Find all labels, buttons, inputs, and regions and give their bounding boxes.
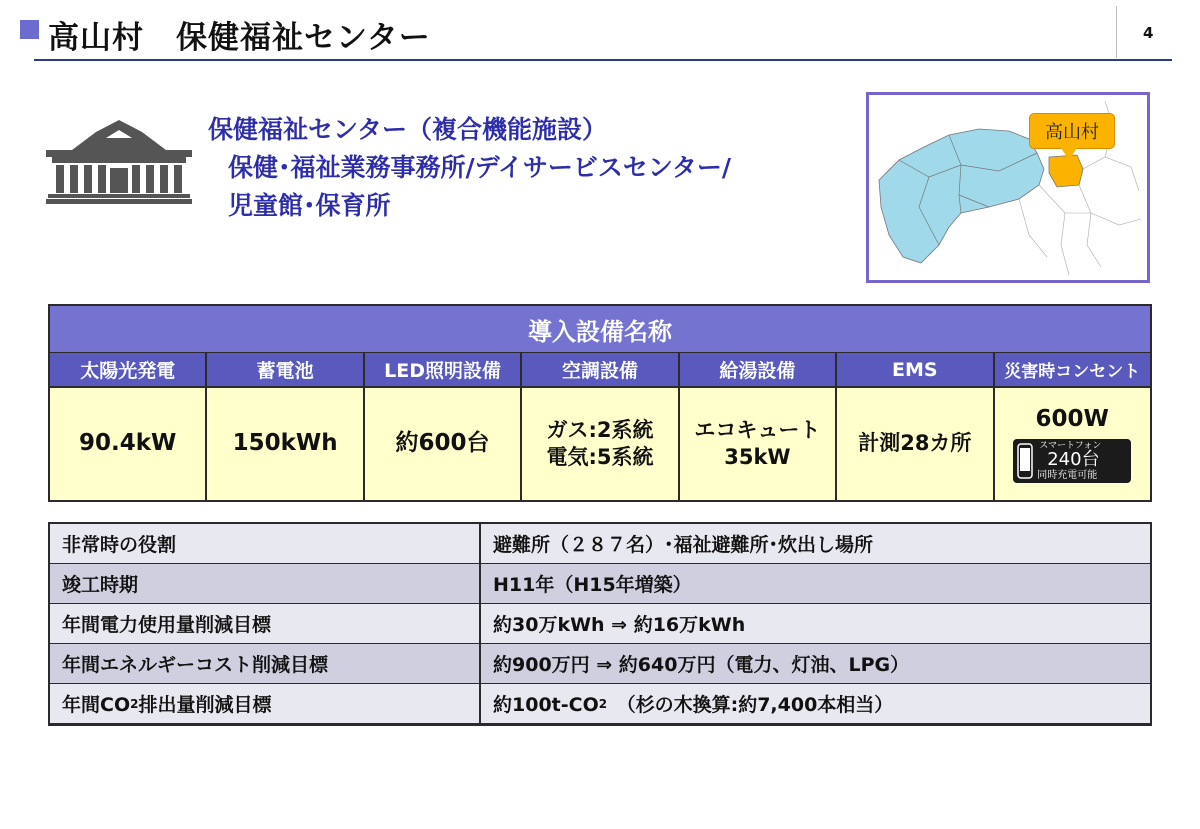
facility-heading: 保健福祉センター（複合機能施設） (208, 115, 608, 144)
co2-value-suffix: （杉の木換算:約7,400本相当） (607, 694, 894, 716)
building-icon (46, 120, 192, 204)
facility-functions-1: 保健･福祉業務事務所/デイサービスセンター/ (228, 153, 732, 182)
info-row-co2-target (50, 684, 1150, 723)
solar-value: 90.4kW (79, 430, 177, 457)
header-emergency-outlet: 災害時コンセント (995, 353, 1150, 386)
simultaneous-charging-label: 同時充電可能 (1037, 469, 1098, 481)
smartphone-label: スマートフォン (1039, 440, 1102, 451)
title-underline (34, 59, 1172, 61)
co2-label-prefix: 年間CO (62, 694, 131, 716)
co2-value-prefix: 約100t-CO (493, 694, 599, 716)
co2-value-subscript: 2 (598, 696, 608, 711)
info-value: 避難所（２８７名）･福祉避難所･炊出し場所 (481, 524, 1150, 563)
header-battery: 蓄電池 (207, 353, 362, 386)
title-bullet (20, 20, 39, 39)
co2-label-suffix: 排出量削減目標 (138, 694, 272, 716)
info-row-emergency-role (50, 524, 1150, 563)
water-heater-type: エコキュート (694, 417, 821, 442)
value-led (365, 388, 520, 500)
info-row-cost-target (50, 644, 1150, 683)
water-heater-capacity: 35kW (724, 445, 791, 469)
info-row-power-target (50, 604, 1150, 643)
hvac-gas: ガス:2系統 (546, 417, 654, 442)
battery-value: 150kWh (232, 430, 338, 457)
value-ems (837, 388, 992, 500)
header-ems: EMS (837, 353, 992, 386)
co2-label-subscript: 2 (130, 696, 139, 711)
page-number-divider (1116, 6, 1117, 58)
location-map (866, 92, 1150, 283)
page-number: 4 (1143, 24, 1154, 42)
info-label: 竣工時期 (50, 564, 479, 603)
equipment-table (48, 304, 1152, 502)
info-value (481, 684, 1150, 723)
facility-functions-2: 児童館･保育所 (228, 191, 391, 220)
info-value: 約900万円 ⇒ 約640万円（電力、灯油、LPG） (481, 644, 1150, 683)
ems-value: 計測28カ所 (858, 431, 972, 456)
smartphone-charging-badge (1013, 439, 1131, 483)
header-led: LED照明設備 (365, 353, 520, 386)
info-label: 年間エネルギーコスト削減目標 (50, 644, 479, 683)
value-battery (207, 388, 362, 500)
info-label: 年間電力使用量削減目標 (50, 604, 479, 643)
outlet-value: 600W (1035, 406, 1109, 433)
hvac-electric: 電気:5系統 (546, 445, 654, 469)
info-row-completion (50, 564, 1150, 603)
map-highlight-label: 高山村 (1029, 113, 1115, 149)
value-water-heating (680, 388, 835, 500)
value-hvac (522, 388, 677, 500)
info-table (48, 522, 1152, 726)
smartphone-count: 240台 (1047, 448, 1100, 470)
header-water-heating: 給湯設備 (680, 353, 835, 386)
equipment-table-title: 導入設備名称 (50, 306, 1150, 352)
map-pointer (1061, 148, 1077, 160)
info-label (50, 684, 479, 723)
info-value: 約30万kWh ⇒ 約16万kWh (481, 604, 1150, 643)
smartphone-icon (1017, 443, 1033, 479)
led-value: 約600台 (395, 430, 490, 457)
header-solar: 太陽光発電 (50, 353, 205, 386)
info-label: 非常時の役割 (50, 524, 479, 563)
header-hvac: 空調設備 (522, 353, 677, 386)
equipment-value-row (50, 388, 1150, 500)
page-title: 高山村 保健福祉センター (48, 20, 431, 56)
info-value: H11年（H15年増築） (481, 564, 1150, 603)
equipment-header-row (50, 353, 1150, 386)
value-emergency-outlet (995, 388, 1150, 500)
value-solar (50, 388, 205, 500)
